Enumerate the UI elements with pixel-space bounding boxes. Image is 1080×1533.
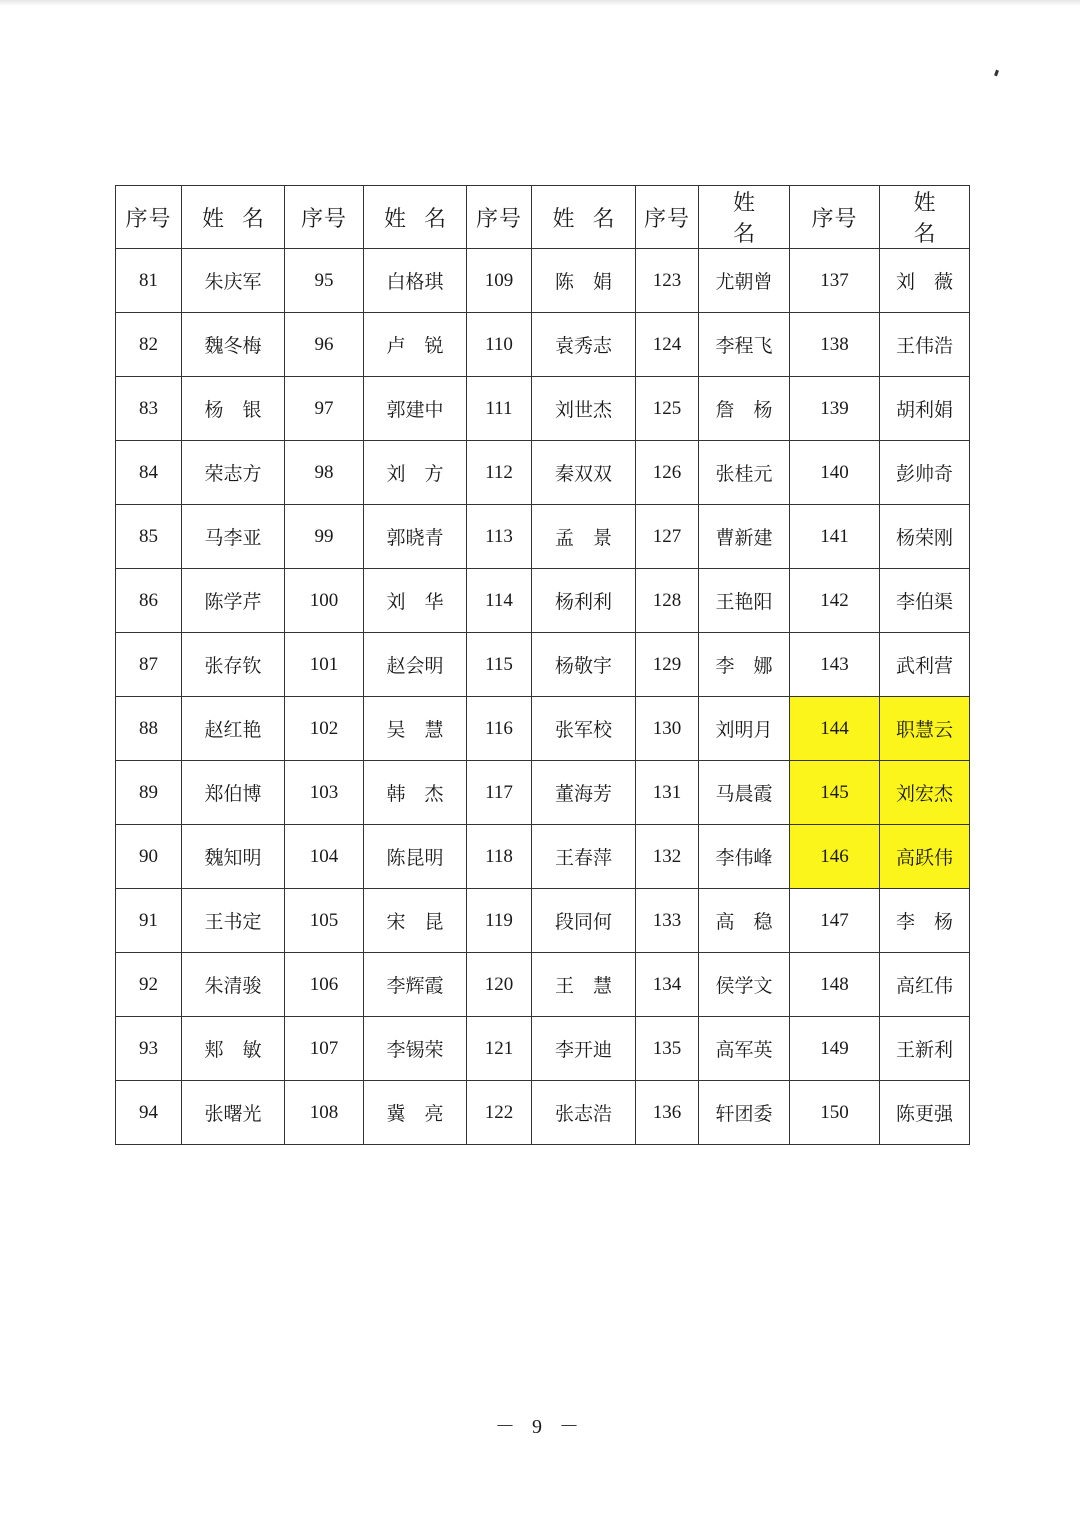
person-name-cell: 张曙光 [182, 1081, 285, 1145]
person-name-cell: 刘 华 [364, 569, 467, 633]
person-name-cell: 李锡荣 [364, 1017, 467, 1081]
person-name-cell: 王伟浩 [880, 313, 970, 377]
serial-number-cell: 124 [636, 313, 699, 377]
person-name-cell: 韩 杰 [364, 761, 467, 825]
serial-number-cell: 100 [285, 569, 364, 633]
serial-number-cell: 150 [790, 1081, 880, 1145]
person-name-cell: 李辉霞 [364, 953, 467, 1017]
serial-number-cell: 94 [116, 1081, 182, 1145]
serial-number-cell: 98 [285, 441, 364, 505]
serial-number-cell: 148 [790, 953, 880, 1017]
serial-number-cell: 97 [285, 377, 364, 441]
table-row [116, 825, 970, 889]
serial-number-cell: 101 [285, 633, 364, 697]
person-name-cell: 刘明月 [699, 697, 790, 761]
person-name-cell: 刘宏杰 [880, 761, 970, 825]
person-name-cell: 袁秀志 [532, 313, 636, 377]
person-name-cell: 朱庆军 [182, 249, 285, 313]
person-name-cell: 陈更强 [880, 1081, 970, 1145]
serial-number-cell: 117 [467, 761, 532, 825]
person-name-cell: 李程飞 [699, 313, 790, 377]
roster-body [116, 249, 970, 1145]
serial-number-cell: 140 [790, 441, 880, 505]
serial-number-cell: 110 [467, 313, 532, 377]
serial-number-cell: 115 [467, 633, 532, 697]
person-name-cell: 张志浩 [532, 1081, 636, 1145]
serial-number-cell: 85 [116, 505, 182, 569]
serial-number-cell: 143 [790, 633, 880, 697]
serial-number-cell: 114 [467, 569, 532, 633]
header-name: 姓名 [532, 186, 636, 249]
person-name-cell: 赵会明 [364, 633, 467, 697]
serial-number-cell: 149 [790, 1017, 880, 1081]
serial-number-cell: 83 [116, 377, 182, 441]
serial-number-cell: 127 [636, 505, 699, 569]
person-name-cell: 马晨霞 [699, 761, 790, 825]
person-name-cell: 杨 银 [182, 377, 285, 441]
person-name-cell: 白格琪 [364, 249, 467, 313]
serial-number-cell: 130 [636, 697, 699, 761]
person-name-cell: 宋 昆 [364, 889, 467, 953]
table-row [116, 1017, 970, 1081]
person-name-cell: 段同何 [532, 889, 636, 953]
serial-number-cell: 137 [790, 249, 880, 313]
person-name-cell: 秦双双 [532, 441, 636, 505]
person-name-cell: 张桂元 [699, 441, 790, 505]
table-row [116, 1081, 970, 1145]
serial-number-cell: 89 [116, 761, 182, 825]
person-name-cell: 卢 锐 [364, 313, 467, 377]
serial-number-cell: 91 [116, 889, 182, 953]
person-name-cell: 刘世杰 [532, 377, 636, 441]
scan-speck-mark [994, 70, 999, 77]
serial-number-cell: 147 [790, 889, 880, 953]
person-name-cell: 高 稳 [699, 889, 790, 953]
page-number: － 9 － [495, 1416, 585, 1438]
person-name-cell: 杨利利 [532, 569, 636, 633]
table-row [116, 697, 970, 761]
person-name-cell: 吴 慧 [364, 697, 467, 761]
table-row [116, 505, 970, 569]
header-num: 序号 [467, 186, 532, 249]
person-name-cell: 冀 亮 [364, 1081, 467, 1145]
serial-number-cell: 146 [790, 825, 880, 889]
table-row [116, 569, 970, 633]
person-name-cell: 董海芳 [532, 761, 636, 825]
person-name-cell: 陈昆明 [364, 825, 467, 889]
serial-number-cell: 103 [285, 761, 364, 825]
person-name-cell: 轩团委 [699, 1081, 790, 1145]
serial-number-cell: 111 [467, 377, 532, 441]
serial-number-cell: 113 [467, 505, 532, 569]
serial-number-cell: 108 [285, 1081, 364, 1145]
person-name-cell: 刘 方 [364, 441, 467, 505]
serial-number-cell: 129 [636, 633, 699, 697]
serial-number-cell: 106 [285, 953, 364, 1017]
serial-number-cell: 95 [285, 249, 364, 313]
serial-number-cell: 84 [116, 441, 182, 505]
person-name-cell: 刘 薇 [880, 249, 970, 313]
serial-number-cell: 102 [285, 697, 364, 761]
table-row [116, 761, 970, 825]
serial-number-cell: 81 [116, 249, 182, 313]
person-name-cell: 赵红艳 [182, 697, 285, 761]
table-row [116, 441, 970, 505]
person-name-cell: 魏冬梅 [182, 313, 285, 377]
table-row [116, 249, 970, 313]
serial-number-cell: 123 [636, 249, 699, 313]
person-name-cell: 杨荣刚 [880, 505, 970, 569]
serial-number-cell: 99 [285, 505, 364, 569]
serial-number-cell: 134 [636, 953, 699, 1017]
person-name-cell: 魏知明 [182, 825, 285, 889]
serial-number-cell: 112 [467, 441, 532, 505]
person-name-cell: 职慧云 [880, 697, 970, 761]
person-name-cell: 李伯渠 [880, 569, 970, 633]
person-name-cell: 詹 杨 [699, 377, 790, 441]
header-num: 序号 [116, 186, 182, 249]
serial-number-cell: 128 [636, 569, 699, 633]
person-name-cell: 王 慧 [532, 953, 636, 1017]
person-name-cell: 荣志方 [182, 441, 285, 505]
header-name: 姓名 [364, 186, 467, 249]
person-name-cell: 高军英 [699, 1017, 790, 1081]
table-row [116, 889, 970, 953]
serial-number-cell: 125 [636, 377, 699, 441]
person-name-cell: 曹新建 [699, 505, 790, 569]
serial-number-cell: 90 [116, 825, 182, 889]
table-row [116, 377, 970, 441]
header-num: 序号 [790, 186, 880, 249]
person-name-cell: 李 杨 [880, 889, 970, 953]
person-name-cell: 高红伟 [880, 953, 970, 1017]
serial-number-cell: 118 [467, 825, 532, 889]
person-name-cell: 王艳阳 [699, 569, 790, 633]
person-name-cell: 李伟峰 [699, 825, 790, 889]
serial-number-cell: 145 [790, 761, 880, 825]
scan-edge-shadow [0, 0, 1080, 6]
person-name-cell: 尤朝曾 [699, 249, 790, 313]
person-name-cell: 陈学芹 [182, 569, 285, 633]
header-name: 姓名 [880, 186, 970, 249]
serial-number-cell: 132 [636, 825, 699, 889]
serial-number-cell: 107 [285, 1017, 364, 1081]
serial-number-cell: 135 [636, 1017, 699, 1081]
serial-number-cell: 120 [467, 953, 532, 1017]
person-name-cell: 孟 景 [532, 505, 636, 569]
person-name-cell: 侯学文 [699, 953, 790, 1017]
serial-number-cell: 116 [467, 697, 532, 761]
serial-number-cell: 93 [116, 1017, 182, 1081]
person-name-cell: 张军校 [532, 697, 636, 761]
person-name-cell: 胡利娟 [880, 377, 970, 441]
serial-number-cell: 126 [636, 441, 699, 505]
serial-number-cell: 87 [116, 633, 182, 697]
serial-number-cell: 131 [636, 761, 699, 825]
serial-number-cell: 142 [790, 569, 880, 633]
person-name-cell: 朱清骏 [182, 953, 285, 1017]
person-name-cell: 王新利 [880, 1017, 970, 1081]
serial-number-cell: 144 [790, 697, 880, 761]
serial-number-cell: 86 [116, 569, 182, 633]
serial-number-cell: 139 [790, 377, 880, 441]
person-name-cell: 彭帅奇 [880, 441, 970, 505]
table-row [116, 313, 970, 377]
person-name-cell: 杨敬宇 [532, 633, 636, 697]
serial-number-cell: 138 [790, 313, 880, 377]
header-num: 序号 [636, 186, 699, 249]
person-name-cell: 李开迪 [532, 1017, 636, 1081]
person-name-cell: 张存钦 [182, 633, 285, 697]
roster-table [115, 185, 970, 1145]
serial-number-cell: 136 [636, 1081, 699, 1145]
serial-number-cell: 82 [116, 313, 182, 377]
table-row [116, 633, 970, 697]
header-name: 姓名 [182, 186, 285, 249]
header-name: 姓名 [699, 186, 790, 249]
serial-number-cell: 119 [467, 889, 532, 953]
table-row [116, 953, 970, 1017]
person-name-cell: 王书定 [182, 889, 285, 953]
header-row [116, 186, 970, 249]
serial-number-cell: 133 [636, 889, 699, 953]
person-name-cell: 王春萍 [532, 825, 636, 889]
serial-number-cell: 121 [467, 1017, 532, 1081]
serial-number-cell: 122 [467, 1081, 532, 1145]
serial-number-cell: 141 [790, 505, 880, 569]
serial-number-cell: 88 [116, 697, 182, 761]
person-name-cell: 郭晓青 [364, 505, 467, 569]
serial-number-cell: 96 [285, 313, 364, 377]
serial-number-cell: 92 [116, 953, 182, 1017]
header-num: 序号 [285, 186, 364, 249]
person-name-cell: 郑伯博 [182, 761, 285, 825]
person-name-cell: 郭建中 [364, 377, 467, 441]
serial-number-cell: 105 [285, 889, 364, 953]
person-name-cell: 陈 娟 [532, 249, 636, 313]
person-name-cell: 郏 敏 [182, 1017, 285, 1081]
serial-number-cell: 109 [467, 249, 532, 313]
person-name-cell: 马李亚 [182, 505, 285, 569]
person-name-cell: 武利营 [880, 633, 970, 697]
person-name-cell: 李 娜 [699, 633, 790, 697]
serial-number-cell: 104 [285, 825, 364, 889]
person-name-cell: 高跃伟 [880, 825, 970, 889]
